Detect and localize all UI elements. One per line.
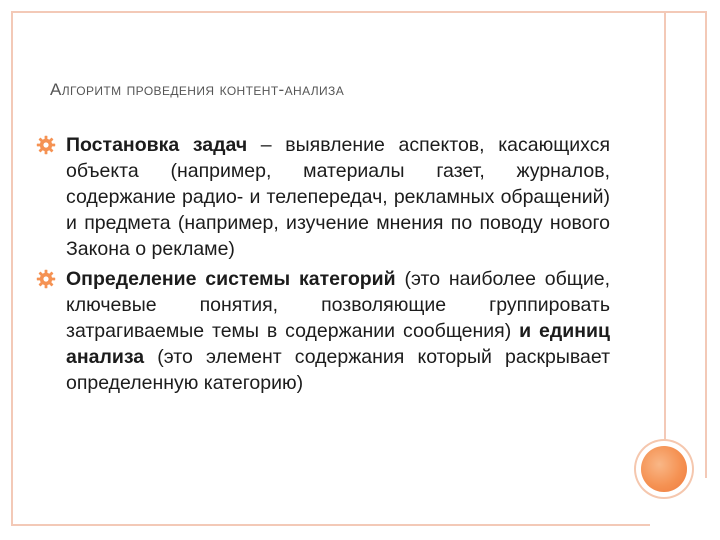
gear-icon [36, 135, 56, 155]
bullet-text: (это наиболее общие, ключевые понятия, позволяющие группировать затрагиваемые темы в содержании сообщения) [66, 268, 611, 342]
bullet-list [36, 132, 610, 400]
bullet-text-end: (это элемент содержания который раскрывает определенную категорию) [66, 346, 610, 394]
bullet-lead: Определение системы категорий [66, 268, 396, 290]
bullet-item [36, 132, 610, 262]
bullet-lead: Постановка задач [66, 134, 248, 156]
bullet-item [36, 266, 610, 396]
decorative-circle [641, 446, 687, 492]
slide-title: Алгоритм проведения контент-анализа [50, 80, 345, 99]
gear-icon [36, 269, 56, 289]
bullet-emphasis: и единиц анализа [66, 320, 610, 368]
bullet-text: – выявление аспектов, касающихся объекта (например, материалы газет, журналов, содержание радио- и телепередач, рекламных обращений) и предмета (например, изучение мнения по поводу нового Закона о рекламе) [66, 134, 610, 260]
